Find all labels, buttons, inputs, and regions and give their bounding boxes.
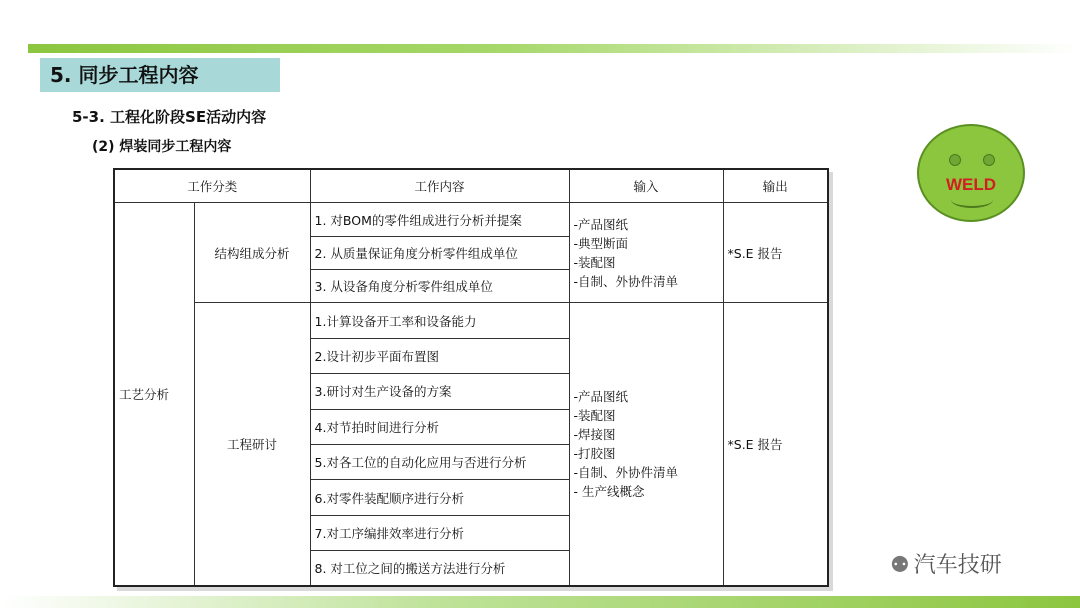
subtitle-welding: (2) 焊装同步工程内容 xyxy=(92,139,232,155)
content-item: 2.设计初步平面布置图 xyxy=(310,338,569,373)
table-row xyxy=(114,303,828,338)
content-item: 3.研讨对生产设备的方案 xyxy=(310,374,569,409)
logo-left-eye xyxy=(949,154,961,166)
input-item: -焊接图 xyxy=(573,427,616,443)
bottom-decor-bar xyxy=(0,596,1080,608)
content-item: 1. 对BOM的零件组成进行分析并提案 xyxy=(310,203,569,236)
input-item: -自制、外协件清单 xyxy=(573,465,679,481)
input-item: -典型断面 xyxy=(573,235,629,251)
content-item: 7.对工序编排效率进行分析 xyxy=(310,515,569,550)
watermark-text: 汽车技研 xyxy=(913,553,1002,578)
input-item: -产品图纸 xyxy=(573,389,629,405)
group-name-process: 工程研讨 xyxy=(194,303,310,586)
content-item: 2. 从质量保证角度分析零件组成单位 xyxy=(310,236,569,269)
se-activity-table xyxy=(113,168,829,587)
content-item: 5.对各工位的自动化应用与否进行分析 xyxy=(310,444,569,479)
content-item: 8. 对工位之间的搬送方法进行分析 xyxy=(310,551,569,586)
logo-text: WELD xyxy=(945,175,997,194)
category-cell: 工艺分析 xyxy=(114,203,194,586)
subtitle-stage: 5-3. 工程化阶段SE活动内容 xyxy=(72,108,267,126)
table-header-row xyxy=(114,169,828,203)
input-list-structure xyxy=(569,203,723,303)
input-item: -装配图 xyxy=(573,408,616,424)
input-list-process xyxy=(569,303,723,586)
output-process: *S.E 报告 xyxy=(723,303,828,586)
content-item: 1.计算设备开工率和设备能力 xyxy=(310,303,569,338)
input-item: -产品图纸 xyxy=(573,216,629,232)
table-row xyxy=(114,203,828,236)
weld-logo xyxy=(917,124,1025,222)
output-structure: *S.E 报告 xyxy=(723,203,828,303)
logo-right-eye xyxy=(983,154,995,166)
header-content: 工作内容 xyxy=(310,169,569,203)
wechat-icon: ⚉ xyxy=(890,553,910,578)
top-decor-bar xyxy=(28,44,1080,53)
input-item: -自制、外协件清单 xyxy=(573,273,679,289)
header-input: 输入 xyxy=(569,169,723,203)
section-title: 5. 同步工程内容 xyxy=(40,58,280,92)
watermark xyxy=(890,548,1002,579)
content-item: 3. 从设备角度分析零件组成单位 xyxy=(310,270,569,303)
input-item: -打胶图 xyxy=(573,446,616,462)
input-item: -装配图 xyxy=(573,254,616,270)
group-name-structure: 结构组成分析 xyxy=(194,203,310,303)
content-item: 4.对节拍时间进行分析 xyxy=(310,409,569,444)
header-output: 输出 xyxy=(723,169,828,203)
content-item: 6.对零件装配顺序进行分析 xyxy=(310,480,569,515)
input-item: - 生产线概念 xyxy=(573,484,645,500)
logo-smile xyxy=(951,192,993,208)
header-category: 工作分类 xyxy=(114,169,310,203)
